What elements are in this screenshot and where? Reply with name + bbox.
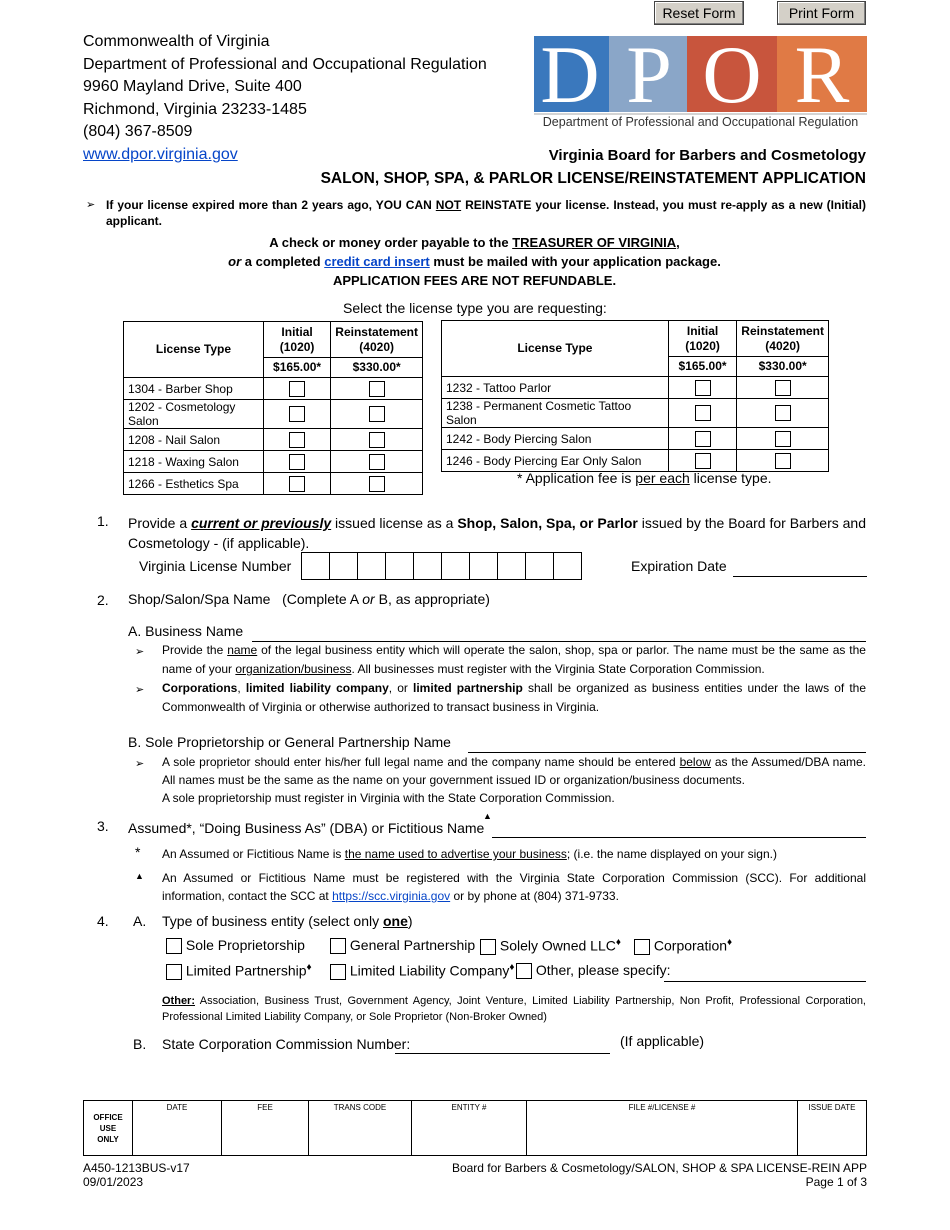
reinstatement-checkbox[interactable] (369, 406, 385, 422)
option-limited-partnership[interactable]: Limited Partnership♦ (166, 962, 312, 980)
table-row: 1246 - Body Piercing Ear Only Salon (442, 450, 829, 472)
q1-number: 1. (97, 513, 109, 529)
form-code: A450-1213BUS-v17 09/01/2023 (83, 1161, 190, 1189)
scc-number-field[interactable] (395, 1053, 610, 1054)
initial-checkbox[interactable] (289, 476, 305, 492)
office-col-entity: ENTITY # (412, 1101, 527, 1156)
sole-proprietorship-label: B. Sole Proprietorship or General Partnership Name (128, 734, 451, 750)
license-type-prompt: Select the license type you are requesting: (343, 300, 607, 316)
reinstatement-checkbox[interactable] (775, 453, 791, 469)
office-col-file-license: FILE #/LICENSE # (527, 1101, 798, 1156)
initial-checkbox[interactable] (695, 405, 711, 421)
logo-letter-d: D (540, 36, 600, 120)
fee-initial: $165.00* (263, 358, 330, 378)
license-digit-cell[interactable] (553, 552, 582, 580)
fee-reinstatement: $330.00* (737, 357, 829, 377)
fee-note: * Application fee is per each license type. (517, 470, 772, 486)
triangle-marker-icon: ▲ (483, 811, 492, 821)
entity-type-label: Type of business entity (select only one) (162, 913, 413, 929)
option-other[interactable]: Other, please specify: (516, 962, 671, 979)
entity-organization-note: Corporations, limited liability company, or limited partnership shall be organized as business entities under the laws of the Commonwealth of Virginia or otherwise authorized to transact business in Virginia. (162, 681, 867, 714)
arrow-bullet-icon: ➢ (86, 199, 96, 211)
q1-text: Provide a current or previously issued license as a Shop, Salon, Spa, or Parlor issued by the Board for Barbers and Cosmetology - (if applicable). (128, 515, 866, 551)
col-license-type: License Type (442, 321, 669, 377)
col-initial: Initial (1020) (668, 321, 736, 357)
q3-number: 3. (97, 818, 109, 834)
reinstatement-checkbox[interactable] (775, 431, 791, 447)
reinstatement-notice: If your license expired more than 2 years ago, YOU CAN NOT REINSTATE your license. Instead, you must re-apply as a new (Initial) applicant. (106, 198, 866, 228)
address-line: (804) 367-8509 (83, 123, 193, 141)
scc-number-label: State Corporation Commission Number: (162, 1036, 411, 1052)
reinstatement-checkbox[interactable] (369, 454, 385, 470)
license-digit-cell[interactable] (329, 552, 357, 580)
other-specify-field[interactable] (664, 981, 866, 982)
table-row: 1202 - Cosmetology Salon (124, 400, 423, 429)
option-corporation[interactable]: Corporation♦ (634, 937, 732, 955)
license-number-field[interactable] (301, 552, 582, 580)
initial-checkbox[interactable] (289, 381, 305, 397)
col-reinstatement: Reinstatement (4020) (737, 321, 829, 357)
footer-right: Board for Barbers & Cosmetology/SALON, SHOP & SPA LICENSE-REIN APP Page 1 of 3 (451, 1161, 867, 1189)
license-digit-cell[interactable] (497, 552, 525, 580)
arrow-bullet-icon: ➢ (135, 684, 145, 696)
reinstatement-checkbox[interactable] (775, 405, 791, 421)
credit-card-insert-link[interactable]: credit card insert (324, 254, 430, 269)
initial-checkbox[interactable] (695, 453, 711, 469)
fee-initial: $165.00* (668, 357, 736, 377)
arrow-bullet-icon: ➢ (135, 646, 145, 658)
initial-checkbox[interactable] (695, 380, 711, 396)
expiration-date-label: Expiration Date (631, 558, 727, 574)
dba-registration-note: An Assumed or Fictitious Name must be registered with the Virginia State Corporation Commission (SCC). For additional information, contact the SCC at https://scc.virginia.gov or by phone at (804) 371-9733. (162, 871, 866, 903)
expiration-date-field[interactable] (733, 576, 867, 577)
table-row: 1238 - Permanent Cosmetic Tattoo Salon (442, 399, 829, 428)
dba-label: Assumed*, “Doing Business As” (DBA) or Fictitious Name (128, 820, 485, 836)
q4-number: 4. (97, 913, 109, 929)
license-digit-cell[interactable] (413, 552, 441, 580)
dba-definition: An Assumed or Fictitious Name is the name used to advertise your business; (i.e. the name displayed on your sign.) (162, 847, 777, 861)
reinstatement-checkbox[interactable] (775, 380, 791, 396)
payment-instructions: A check or money order payable to the TREASURER OF VIRGINIA, or a completed credit card insert must be mailed with your application package. APPLICATION FEES ARE NOT REFUNDABLE. (228, 235, 721, 288)
license-digit-cell[interactable] (385, 552, 413, 580)
table-row: 1218 - Waxing Salon (124, 451, 423, 473)
address-line: Department of Professional and Occupational Regulation (83, 55, 487, 73)
license-digit-cell[interactable] (301, 552, 329, 580)
scc-website-link[interactable]: https://scc.virginia.gov (332, 889, 451, 903)
logo-caption: Department of Professional and Occupational Regulation (542, 115, 859, 129)
initial-checkbox[interactable] (289, 454, 305, 470)
sole-proprietorship-instructions: A sole proprietor should enter his/her full legal name and the company name should be entered below as the Assumed/DBA name. All names must be the same as the name on your government issued ID or organization/business documents. A sole proprietorship must register in Virginia with the State Corporation Commission. (162, 755, 866, 805)
dpor-website-link[interactable]: www.dpor.virginia.gov (83, 145, 238, 163)
office-col-date: DATE (133, 1101, 222, 1156)
col-license-type: License Type (124, 322, 264, 378)
reinstatement-checkbox[interactable] (369, 476, 385, 492)
reinstatement-checkbox[interactable] (369, 381, 385, 397)
address-line: Richmond, Virginia 23233-1485 (83, 100, 307, 118)
office-use-table (83, 1100, 867, 1156)
reinstatement-checkbox[interactable] (369, 432, 385, 448)
license-digit-cell[interactable] (469, 552, 497, 580)
license-digit-cell[interactable] (441, 552, 469, 580)
col-initial: Initial (1020) (263, 322, 330, 358)
license-number-label: Virginia License Number (139, 558, 292, 574)
dba-name-field[interactable] (492, 837, 866, 838)
option-sole-proprietorship[interactable]: Sole Proprietorship (166, 937, 305, 954)
license-digit-cell[interactable] (525, 552, 553, 580)
q2-label: Shop/Salon/Spa Name (Complete A or B, as appropriate) (128, 591, 490, 607)
address-line: Commonwealth of Virginia (83, 33, 270, 50)
office-col-fee: FEE (222, 1101, 309, 1156)
option-limited-liability-company[interactable]: Limited Liability Company♦ (330, 962, 515, 980)
business-name-label: A. Business Name (128, 623, 244, 639)
q2-number: 2. (97, 592, 109, 608)
office-col-trans-code: TRANS CODE (309, 1101, 412, 1156)
other-entities-note: Other: Association, Business Trust, Government Agency, Joint Venture, Limited Liability Partnership, Non Profit, Professional Corporation, Professional Limited Liability Company, or Sole Proprietor (Non-Broker Owned) (162, 995, 866, 1023)
license-table-left (123, 321, 423, 495)
asterisk-marker: * (135, 844, 141, 860)
option-solely-owned-llc[interactable]: Solely Owned LLC♦ (480, 937, 621, 955)
table-row: 1232 - Tattoo Parlor (442, 377, 829, 399)
reset-form-button[interactable]: Reset Form (654, 1, 744, 25)
option-general-partnership[interactable]: General Partnership (330, 937, 475, 954)
business-name-instructions: Provide the name of the legal business entity which will operate the salon, shop, spa or parlor. The name must be the same as the name of your organization/business. All businesses must register with the Virginia State Corporation Commission. (162, 643, 866, 676)
logo-letter-p: P (626, 36, 672, 120)
logo-letter-o: O (702, 36, 762, 120)
logo-letter-r: R (794, 36, 850, 120)
scc-number-hint: (If applicable) (620, 1033, 705, 1049)
dpor-logo (534, 36, 867, 132)
q4-part-a: A. (133, 913, 147, 929)
address-line: 9960 Mayland Drive, Suite 400 (83, 78, 302, 96)
q4-part-b: B. (133, 1036, 147, 1052)
table-row: 1242 - Body Piercing Salon (442, 428, 829, 450)
agency-address (83, 31, 487, 167)
office-use-label: OFFICE USE ONLY (84, 1101, 133, 1156)
initial-checkbox[interactable] (695, 431, 711, 447)
triangle-marker-icon: ▲ (135, 871, 144, 881)
form-title: SALON, SHOP, SPA, & PARLOR LICENSE/REINSTATEMENT APPLICATION (320, 170, 866, 187)
arrow-bullet-icon: ➢ (135, 758, 145, 770)
board-title: Virginia Board for Barbers and Cosmetology (548, 147, 866, 164)
table-row: 1304 - Barber Shop (124, 378, 423, 400)
office-col-issue-date: ISSUE DATE (798, 1101, 867, 1156)
print-form-button[interactable]: Print Form (777, 1, 866, 25)
table-row: 1266 - Esthetics Spa (124, 473, 423, 495)
table-row: 1208 - Nail Salon (124, 429, 423, 451)
license-digit-cell[interactable] (357, 552, 385, 580)
initial-checkbox[interactable] (289, 406, 305, 422)
fee-reinstatement: $330.00* (331, 358, 423, 378)
initial-checkbox[interactable] (289, 432, 305, 448)
col-reinstatement: Reinstatement (4020) (331, 322, 423, 358)
license-table-right (441, 320, 829, 472)
